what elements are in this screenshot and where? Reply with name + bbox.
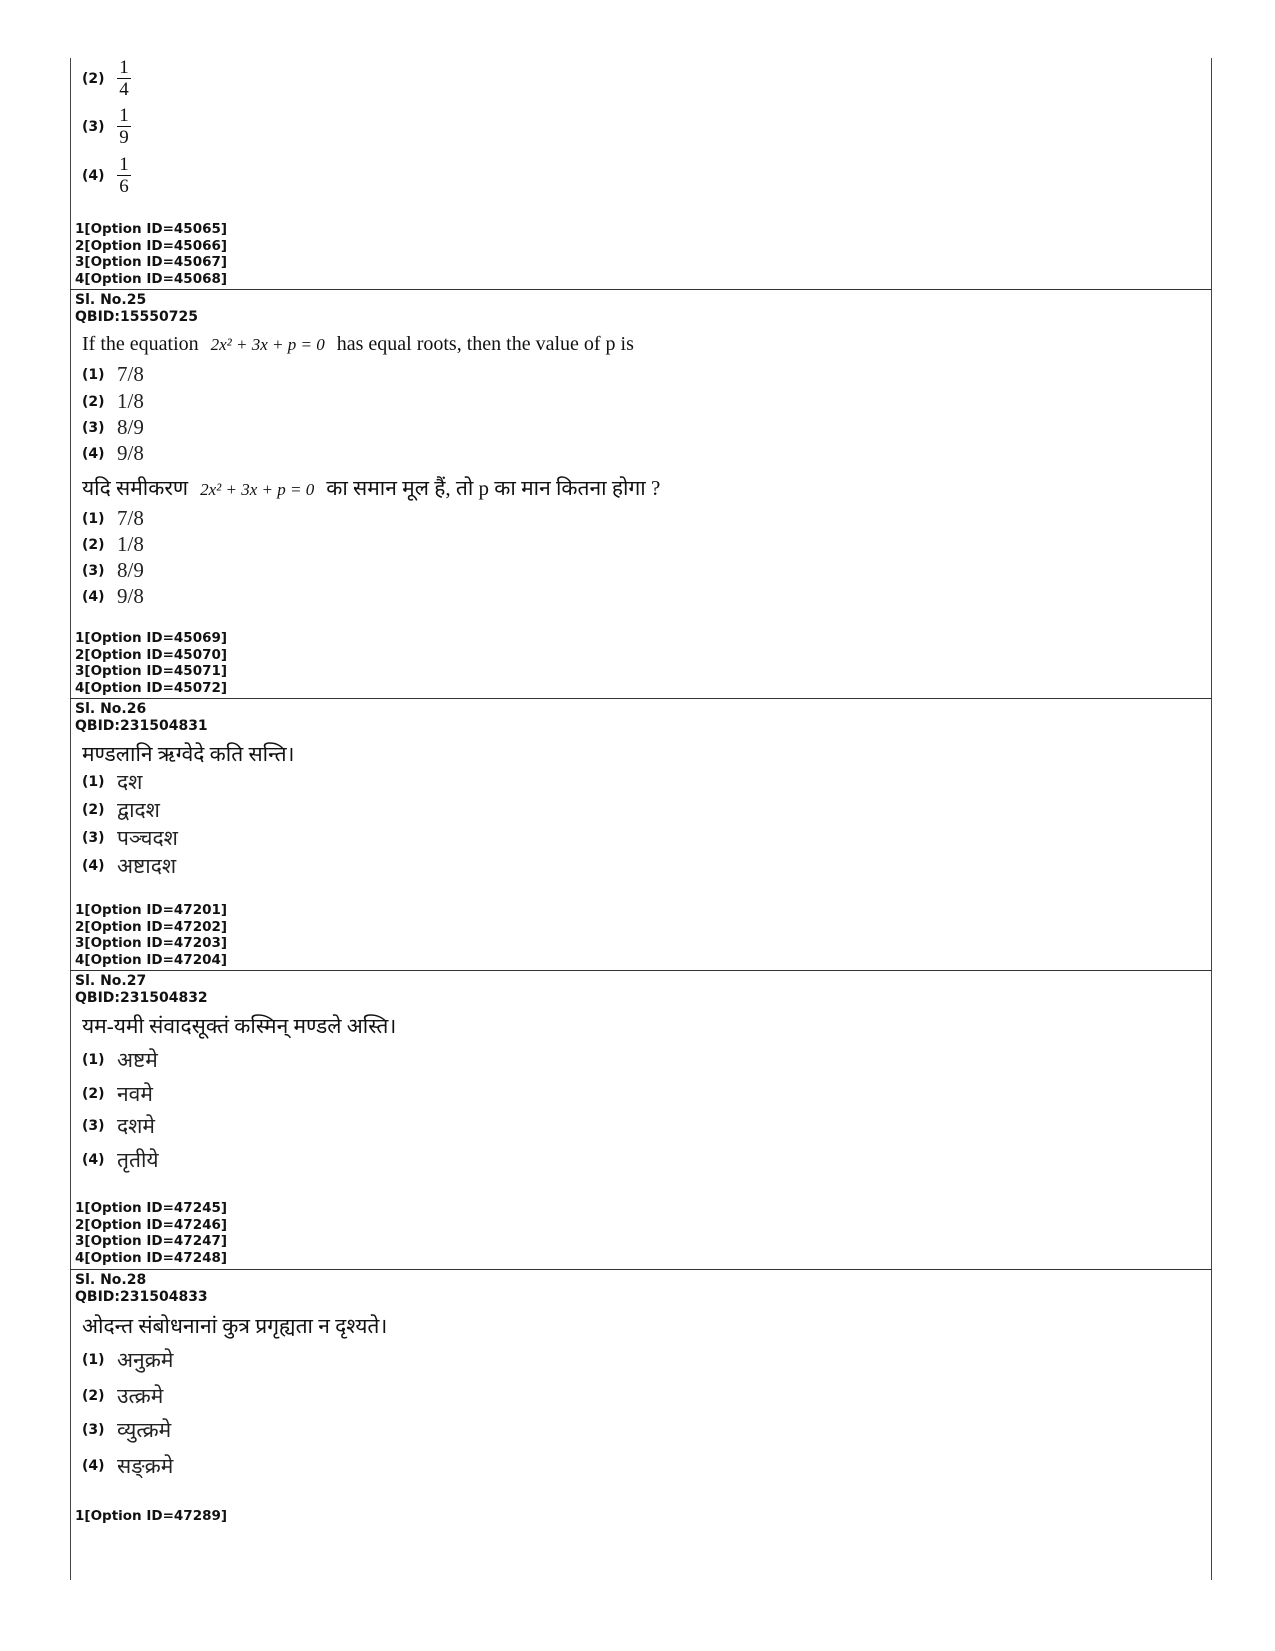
q25-hi-option-2[interactable] [82,532,144,557]
option-number: (1) [82,1052,105,1068]
option-text: अनुक्रमे [117,1348,174,1372]
q25-hi-option-3[interactable] [82,558,144,583]
option-id: 3[Option ID=47247] [75,1233,228,1249]
q25-hi-option-4[interactable] [82,584,144,609]
q25-header [75,292,198,326]
qbid: QBID:15550725 [75,309,198,325]
denominator: 4 [119,79,129,100]
option-text: 8/9 [117,415,144,439]
qbid: QBID:231504832 [75,990,208,1006]
option-text: 7/8 [117,506,144,530]
qbid: QBID:231504833 [75,1289,208,1305]
option-id: 3[Option ID=47203] [75,935,228,951]
q24-option-2[interactable] [82,58,131,99]
q25-en-option-1[interactable] [82,362,144,387]
option-id: 2[Option ID=47246] [75,1216,228,1233]
question-divider [70,289,1212,290]
q24-option-4[interactable] [82,155,131,196]
question-text: has equal roots, then the value of p is [336,333,634,355]
q27-option-1[interactable] [82,1046,158,1074]
option-text: द्वादश [117,798,160,822]
q27-option-3[interactable] [82,1112,155,1140]
option-id: 1[Option ID=47289] [75,1508,228,1524]
q25-hi-option-1[interactable] [82,506,144,531]
serial-number: Sl. No.28 [75,1272,147,1288]
option-number: (2) [82,1086,105,1102]
option-number: (2) [82,70,105,87]
option-number: (3) [82,562,105,579]
option-text: सङ्क्रमे [117,1454,174,1478]
equation: 2x² + 3x + p = 0 [210,335,325,354]
q27-option-ids [75,1200,227,1266]
option-number: (2) [82,393,105,410]
option-number: (3) [82,118,105,135]
option-id: 3[Option ID=45067] [75,254,228,270]
option-number: (4) [82,1152,105,1168]
option-id: 2[Option ID=45070] [75,646,228,663]
serial-number: Sl. No.27 [75,973,147,989]
option-id: 2[Option ID=45066] [75,237,228,254]
option-number: (1) [82,1352,105,1368]
q26-option-4[interactable] [82,852,176,880]
q25-option-ids [75,630,227,696]
option-text: अष्टमे [117,1048,158,1072]
option-id: 3[Option ID=45071] [75,663,228,679]
question-divider [70,1269,1212,1270]
q28-header [75,1272,208,1306]
option-text: अष्टादश [117,854,177,878]
option-id: 2[Option ID=47202] [75,918,228,935]
question-text: If the equation [82,333,199,355]
fraction [117,155,131,196]
q26-option-2[interactable] [82,796,160,824]
option-number: (2) [82,1388,105,1404]
option-number: (2) [82,536,105,553]
q28-option-2[interactable] [82,1382,163,1410]
question-text: यदि समीकरण [82,476,189,500]
numerator: 1 [119,57,129,78]
q28-option-4[interactable] [82,1452,173,1480]
option-id: 1[Option ID=45069] [75,630,228,646]
question-divider [70,970,1212,971]
fraction [117,58,131,99]
option-number: (4) [82,858,105,874]
option-number: (1) [82,366,105,383]
q26-option-3[interactable] [82,824,178,852]
option-number: (3) [82,419,105,436]
equation: 2x² + 3x + p = 0 [200,480,315,499]
q27-question: यम-यमी संवादसूक्तं कस्मिन् मण्डले अस्ति। [82,1014,397,1038]
q26-question: मण्डलानि ऋग्वेदे कति सन्ति। [82,742,295,766]
option-text: 9/8 [117,441,144,465]
option-number: (1) [82,510,105,527]
numerator: 1 [119,154,129,175]
page-frame [70,58,1212,1580]
option-number: (1) [82,774,105,790]
question-divider [70,698,1212,699]
q28-option-3[interactable] [82,1416,171,1444]
fraction [117,106,131,147]
q25-en-option-4[interactable] [82,441,144,466]
option-text: दशमे [117,1114,155,1138]
option-number: (4) [82,167,105,184]
numerator: 1 [119,105,129,126]
option-text: पञ्चदश [117,826,178,850]
q26-option-1[interactable] [82,768,142,796]
option-number: (4) [82,588,105,605]
q26-option-ids [75,902,227,968]
q28-question: ओदन्त संबोधनानां कुत्र प्रगृह्यता न दृश्यते। [82,1314,388,1338]
q28-option-1[interactable] [82,1346,173,1374]
option-number: (4) [82,445,105,462]
q27-header [75,973,208,1007]
q26-header [75,701,208,735]
serial-number: Sl. No.26 [75,701,147,717]
option-number: (2) [82,802,105,818]
q25-question-en [82,333,634,356]
q25-question-hi [82,474,660,502]
denominator: 9 [119,127,129,148]
option-number: (3) [82,1118,105,1134]
option-text: उत्क्रमे [117,1384,164,1408]
q27-option-2[interactable] [82,1080,153,1108]
denominator: 6 [119,176,129,197]
option-id: 4[Option ID=45068] [75,270,228,287]
option-id: 4[Option ID=47204] [75,951,228,968]
option-text: नवमे [117,1082,153,1106]
q25-en-option-3[interactable] [82,415,144,440]
q24-option-3[interactable] [82,106,131,147]
option-text: 8/9 [117,558,144,582]
option-text: तृतीये [117,1148,159,1172]
question-text: का समान मूल हैं, तो p का मान कितना होगा ? [326,476,661,500]
q28-option-ids [75,1508,227,1525]
serial-number: Sl. No.25 [75,292,147,308]
option-id: 4[Option ID=45072] [75,679,228,696]
option-id: 4[Option ID=47248] [75,1249,228,1266]
q24-option-ids [75,221,227,287]
option-text: 9/8 [117,584,144,608]
option-text: व्युत्क्रमे [117,1418,172,1442]
option-id: 1[Option ID=47245] [75,1200,228,1216]
option-number: (4) [82,1458,105,1474]
option-number: (3) [82,830,105,846]
q25-en-option-2[interactable] [82,389,144,414]
option-id: 1[Option ID=47201] [75,902,228,918]
option-number: (3) [82,1422,105,1438]
qbid: QBID:231504831 [75,718,208,734]
option-text: 1/8 [117,532,144,556]
option-text: 1/8 [117,389,144,413]
option-text: दश [117,770,143,794]
option-id: 1[Option ID=45065] [75,221,228,237]
q27-option-4[interactable] [82,1146,159,1174]
option-text: 7/8 [117,362,144,386]
